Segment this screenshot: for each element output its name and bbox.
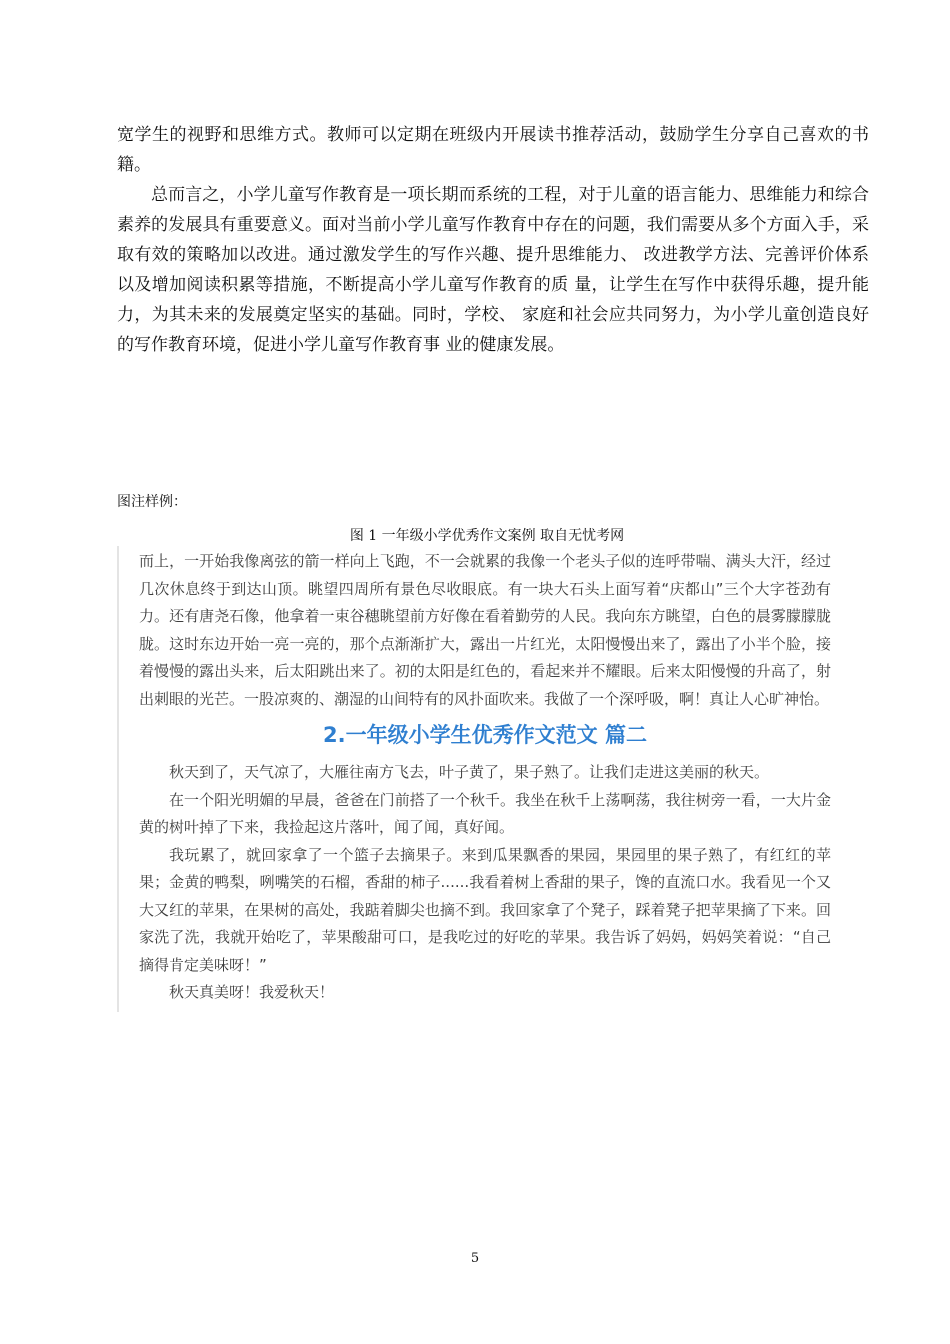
figure-caption: 图 1 一年级小学优秀作文案例 取自无忧考网 bbox=[349, 528, 625, 544]
page-number: 5 bbox=[470, 1251, 480, 1266]
figure-paragraph: 在一个阳光明媚的早晨，爸爸在门前搭了一个秋千。我坐在秋千上荡啊荡，我往树旁一看，一大片金黄的树叶掉了下来，我捡起这片落叶，闻了闻，真好闻。 bbox=[139, 790, 831, 836]
figure-paragraph: 秋天真美呀！我爱秋天！ bbox=[169, 983, 335, 1001]
figure-paragraph: 而上，一开始我像离弦的箭一样向上飞跑，不一会就累的我像一个老头子似的连呼带喘、满头大汗，经过几次休息终于到达山顶。眺望四周所有景色尽收眼底。有一块大石头上面写着“庆都山”三个大字苍劲有力。还有唐尧石像，他拿着一束谷穗眺望前方好像在看着勤劳的人民。我向东方眺望，白色的晨雾朦朦胧胧。这时东边开始一亮一亮的，那个点渐渐扩大，露出一片红光，太阳慢慢出来了，露出了小半个脸，接着慢慢的露出头来，后太阳跳出来了。初的太阳是红色的，看起来并不耀眼。后来太阳慢慢的升高了，射出刺眼的光芒。一股凉爽的、潮湿的山间特有的风扑面吹来。我做了一个深呼吸，啊！真让人心旷神怡。 bbox=[139, 552, 831, 708]
body-paragraph: 总而言之，小学儿童写作教育是一项长期而系统的工程，对于儿童的语言能力、思维能力和综合素养的发展具有重要意义。面对当前小学儿童写作教育中存在的问题，我们需要从多个方面入手，采取有效的策略加以改进。通过激发学生的写作兴趣、提升思维能力、 改进教学方法、完善评价体系以及增加阅读积累等措施，不断提高小学儿童写作教育的质 量，让学生在写作中获得乐趣，提升能力，为其未来的发展奠定坚实的基础。同时，学校、 家庭和社会应共同努力，为小学儿童创造良好的写作教育环境，促进小学儿童写作教育事 业的健康发展。 bbox=[117, 185, 869, 355]
figure-heading: 2.一年级小学生优秀作文范文 篇二 bbox=[323, 723, 647, 747]
body-text bbox=[117, 120, 869, 360]
figure-content bbox=[119, 546, 841, 1007]
figure-paragraph: 我玩累了，就回家拿了一个篮子去摘果子。来到瓜果飘香的果园，果园里的果子熟了，有红红的苹果；金黄的鸭梨，咧嘴笑的石榴，香甜的柿子......我看着树上香甜的果子，馋的直流口水。我看见一个又大又红的苹果，在果树的高处，我踮着脚尖也摘不到。我回家拿了个凳子，踩着凳子把苹果摘了下来。回家洗了洗，我就开始吃了，苹果酸甜可口，是我吃过的好吃的苹果。我告诉了妈妈，妈妈笑着说：“自己摘得肯定美味呀！” bbox=[139, 845, 831, 974]
figure-paragraph: 秋天到了，天气凉了，大雁往南方飞去，叶子黄了，果子熟了。让我们走进这美丽的秋天。 bbox=[169, 763, 770, 781]
caption-label: 图注样例： bbox=[117, 494, 187, 510]
body-paragraph: 宽学生的视野和思维方式。教师可以定期在班级内开展读书推荐活动，鼓励学生分享自己喜欢的书籍。 bbox=[117, 125, 869, 175]
figure-image bbox=[117, 546, 841, 1012]
